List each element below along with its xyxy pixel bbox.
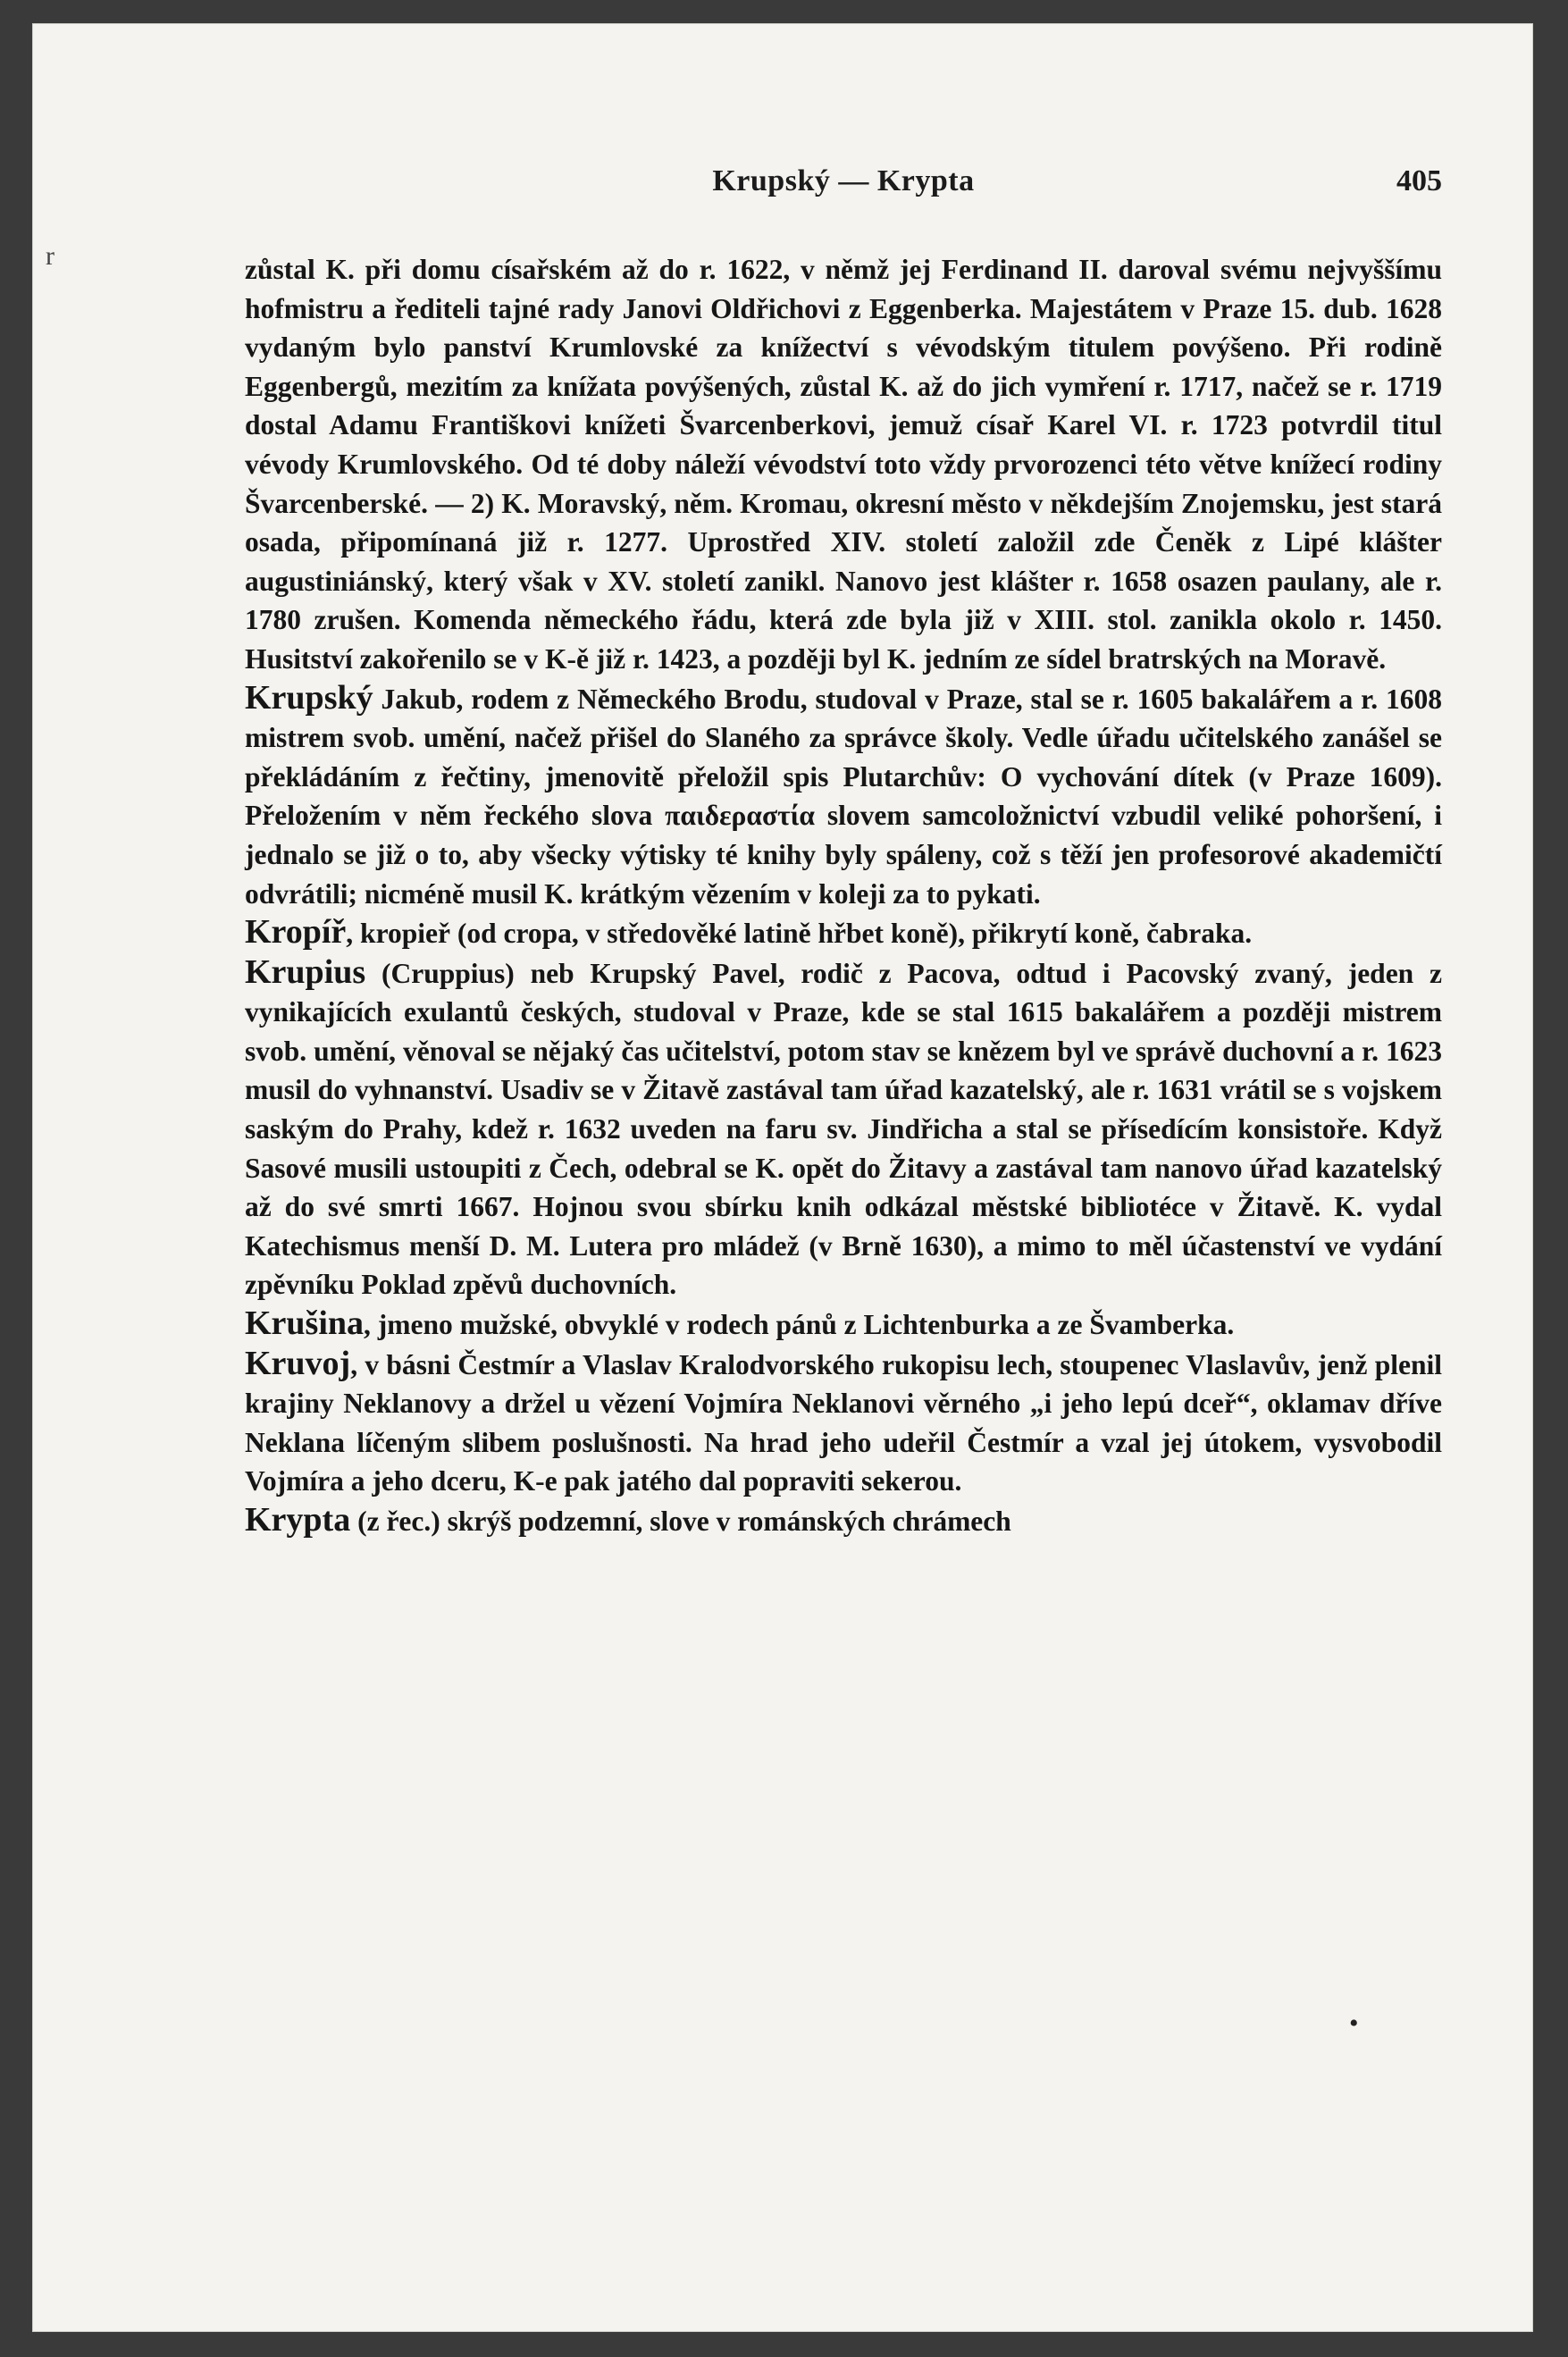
entry-lemma: Kropíř bbox=[245, 913, 347, 952]
entry-lemma: Krupský bbox=[245, 678, 373, 717]
entry-text: zůstal K. při domu císařském až do r. 1622, v němž jej Ferdinand II. daroval svému nejvyššímu hofmistru a řediteli tajné rady Janovi Oldřichovi z Eggenberka. Majestátem v Praze 15. dub. 1628 vydaným bylo panství Krumlovské za knížectví s vévodským titulem povýšeno. Při rodině Eggenbergů, mezitím za knížata povýšených, zůstal K. až do jich vymření r. 1717, načež se r. 1719 dostal Adamu Františkovi knížeti Švarcenberkovi, jemuž císař Karel VI. r. 1723 potvrdil titul vévody Krumlovského. Od té doby náleží vévodství toto vždy prvorozenci této větve knížecí rodiny Švarcenberské. — 2) K. Moravský, něm. Kromau, okresní město v někdejším Znojemsku, jest stará osada, připomínaná již r. 1277. Uprostřed XIV. století založil zde Čeněk z Lipé klášter augustiniánský, který však v XV. století zanikl. Nanovo jest klášter r. 1658 osazen paulany, ale r. 1780 zrušen. Komenda německého řádu, která zde byla již v XIII. stol. zanikla okolo r. 1450. Husitství zakořenilo se v K-ě již r. 1423, a později byl K. jedním ze sídel bratrských na Moravě. bbox=[245, 254, 1442, 675]
entry-text: Jakub, rodem z Německého Brodu, studoval v Praze, stal se r. 1605 bakalářem a r. 1608 mistrem svob. umění, načež přišel do Slaného za správce školy. Vedle úřadu učitelského zanášel se překládáním z řečtiny, jmenovitě přeložil spis Plutarchův: O vychování dítek (v Praze 1609). Přeložením v něm řeckého slova παιδεραστία slovem samcoložnictví vzbudil veliké pohoršení, i jednalo se již o to, aby všecky výtisky té knihy byly spáleny, což s těží jen profesorové akademičtí odvrátili; nicméně musil K. krátkým vězením v koleji za to pykati. bbox=[245, 683, 1442, 910]
entry-text: , kropieř (od cropa, v středověké latině hřbet koně), přikrytí koně, čabraka. bbox=[346, 918, 1253, 950]
entry-continuation bbox=[245, 250, 1442, 679]
margin-mark: r bbox=[46, 241, 55, 271]
page-header bbox=[245, 164, 1442, 209]
entry-krupius bbox=[245, 953, 1442, 1304]
entry-lemma: Krupius bbox=[245, 952, 366, 991]
entry-kropir bbox=[245, 913, 1442, 953]
book-page bbox=[32, 23, 1533, 2332]
entry-text: , v básni Čestmír a Vlaslav Kralodvorského rukopisu lech, stoupenec Vlaslavův, jenž plenil krajiny Neklanovy a držel u vězení Vojmíra Neklanovi věrného „i jeho lepú dceř“, oklamav dříve Neklana líčeným slibem poslušnosti. Na hrad jeho udeřil Čestmír a vzal jej útokem, vysvobodil Vojmíra a jeho dceru, K-e pak jatého dal popraviti sekerou. bbox=[245, 1348, 1442, 1497]
entry-lemma: Krypta bbox=[245, 1501, 351, 1539]
entry-text: (z řec.) skrýš podzemní, slove v románských chrámech bbox=[350, 1506, 1011, 1537]
bottom-mark: • bbox=[1349, 2009, 1359, 2038]
entry-lemma: Krušina bbox=[245, 1304, 365, 1343]
entry-krupsky bbox=[245, 679, 1442, 914]
dictionary-text bbox=[245, 250, 1442, 1541]
entry-krypta bbox=[245, 1501, 1442, 1541]
running-head: Krupský — Krypta bbox=[712, 164, 975, 197]
entry-lemma: Kruvoj bbox=[245, 1344, 351, 1382]
entry-krusina bbox=[245, 1304, 1442, 1345]
page-number: 405 bbox=[1396, 164, 1442, 197]
entry-text: (Cruppius) neb Krupský Pavel, rodič z Pacova, odtud i Pacovský zvaný, jeden z vynikajících exulantů českých, studoval v Praze, kde se stal 1615 bakalářem a později mistrem svob. umění, věnoval se nějaký čas učitelství, potom stav se knězem byl ve správě duchovní a r. 1623 musil do vyhnanství. Usadiv se v Žitavě zastával tam úřad kazatelský, ale r. 1631 vrátil se s vojskem saským do Prahy, kdež r. 1632 uveden na faru sv. Jindřicha a stal se přísedícím konsistoře. Když Sasové musili ustoupiti z Čech, odebral se K. opět do Žitavy a zastával tam nanovo úřad kazatelský až do své smrti 1667. Hojnou svou sbírku knih odkázal městské bibliotéce v Žitavě. K. vydal Katechismus menší D. M. Lutera pro mládež (v Brně 1630), a mimo to měl účastenství ve vydání zpěvníku Poklad zpěvů duchovních. bbox=[245, 957, 1442, 1301]
entry-kruvoj bbox=[245, 1345, 1442, 1501]
entry-text: , jmeno mužské, obvyklé v rodech pánů z Lichtenburka a ze Švamberka. bbox=[364, 1309, 1235, 1341]
